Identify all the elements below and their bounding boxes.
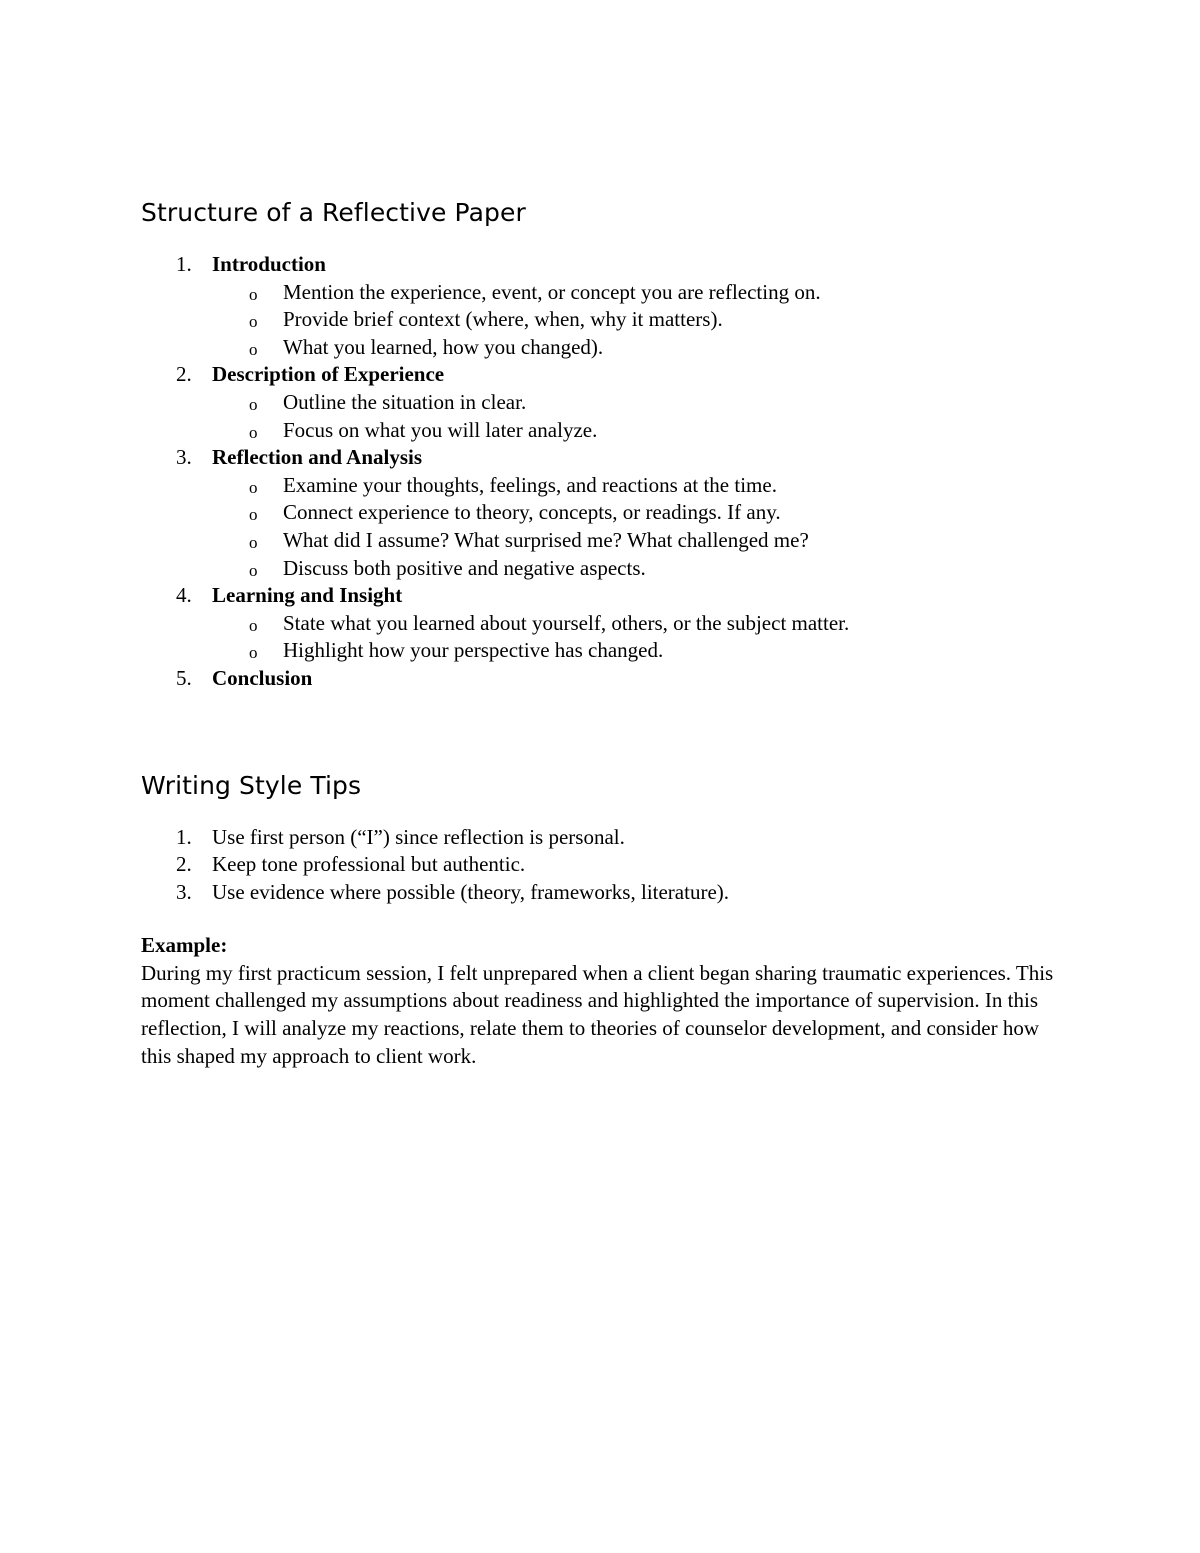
list-item-title: Introduction xyxy=(212,252,326,276)
sub-list xyxy=(212,279,1061,362)
list-number: 1. xyxy=(176,252,192,276)
bullet-icon: o xyxy=(249,422,258,442)
list-item xyxy=(141,582,1061,665)
tips-heading: Writing Style Tips xyxy=(141,770,362,800)
list-item xyxy=(141,879,1061,907)
sub-list xyxy=(212,610,1061,665)
sub-list xyxy=(212,472,1061,582)
bullet-icon: o xyxy=(249,560,258,580)
sub-list-item: o State what you learned about yourself, others, or the subject matter. xyxy=(141,610,1061,638)
list-item-title: Reflection and Analysis xyxy=(212,445,423,470)
list-number: 2. xyxy=(176,362,192,387)
list-number: 2. xyxy=(176,852,192,877)
document-content xyxy=(141,193,1061,1070)
list-item xyxy=(141,251,1061,361)
list-item-title: Learning and Insight xyxy=(212,583,403,608)
bullet-icon: o xyxy=(249,477,258,497)
bullet-icon: o xyxy=(249,312,258,332)
list-number: 1. xyxy=(176,824,192,849)
list-item-title: Conclusion xyxy=(212,665,313,690)
tip-text: Use evidence where possible (theory, frameworks, literature). xyxy=(212,879,730,904)
tip-text: Use first person (“I”) since reflection is personal. xyxy=(212,824,625,849)
list-number: 3. xyxy=(176,879,192,904)
list-item xyxy=(141,665,1061,693)
bullet-icon: o xyxy=(249,394,258,414)
list-item xyxy=(141,824,1061,852)
bullet-icon: o xyxy=(249,615,258,635)
sub-list-item: o Discuss both positive and negative aspects. xyxy=(141,555,1061,583)
tip-text: Keep tone professional but authentic. xyxy=(212,852,526,877)
list-number: 5. xyxy=(176,665,192,690)
sub-list xyxy=(212,389,1061,444)
list-item xyxy=(141,361,1061,444)
sub-list-item: o Connect experience to theory, concepts, or readings. If any. xyxy=(141,499,1061,527)
sub-list-item: o What you learned, how you changed). xyxy=(141,334,1061,362)
bullet-icon: o xyxy=(249,643,258,663)
sub-list-item: o Mention the experience, event, or concept you are reflecting on. xyxy=(141,279,1061,307)
list-item xyxy=(141,444,1061,582)
bullet-icon: o xyxy=(249,505,258,525)
sub-list-item: o Highlight how your perspective has changed. xyxy=(141,637,1061,665)
sub-list-item: o Provide brief context (where, when, why it matters). xyxy=(141,306,1061,334)
bullet-icon: o xyxy=(249,532,258,552)
sub-list-item: o Focus on what you will later analyze. xyxy=(141,417,1061,445)
tips-list xyxy=(141,824,1061,907)
example-label: Example: xyxy=(141,933,228,958)
bullet-icon: o xyxy=(249,339,258,359)
list-number: 3. xyxy=(176,445,192,470)
list-item xyxy=(141,851,1061,879)
structure-list xyxy=(141,251,1061,693)
list-item-title: Description of Experience xyxy=(212,362,445,387)
list-number: 4. xyxy=(176,583,192,608)
sub-list-item: o What did I assume? What surprised me? What challenged me? xyxy=(141,527,1061,555)
example-paragraph: During my first practicum session, I felt unprepared when a client began sharing traumatic experiences. This moment challenged my assumptions about readiness and highlighted the importance of supervision. In this reflection, I will analyze my reactions, relate them to theories of counselor development, and consider how this shaped my approach to client work. xyxy=(141,960,1054,1068)
bullet-icon: o xyxy=(249,284,258,304)
sub-list-item: o Outline the situation in clear. xyxy=(141,389,1061,417)
sub-list-item: o Examine your thoughts, feelings, and reactions at the time. xyxy=(141,472,1061,500)
structure-heading: Structure of a Reflective Paper xyxy=(141,198,526,227)
